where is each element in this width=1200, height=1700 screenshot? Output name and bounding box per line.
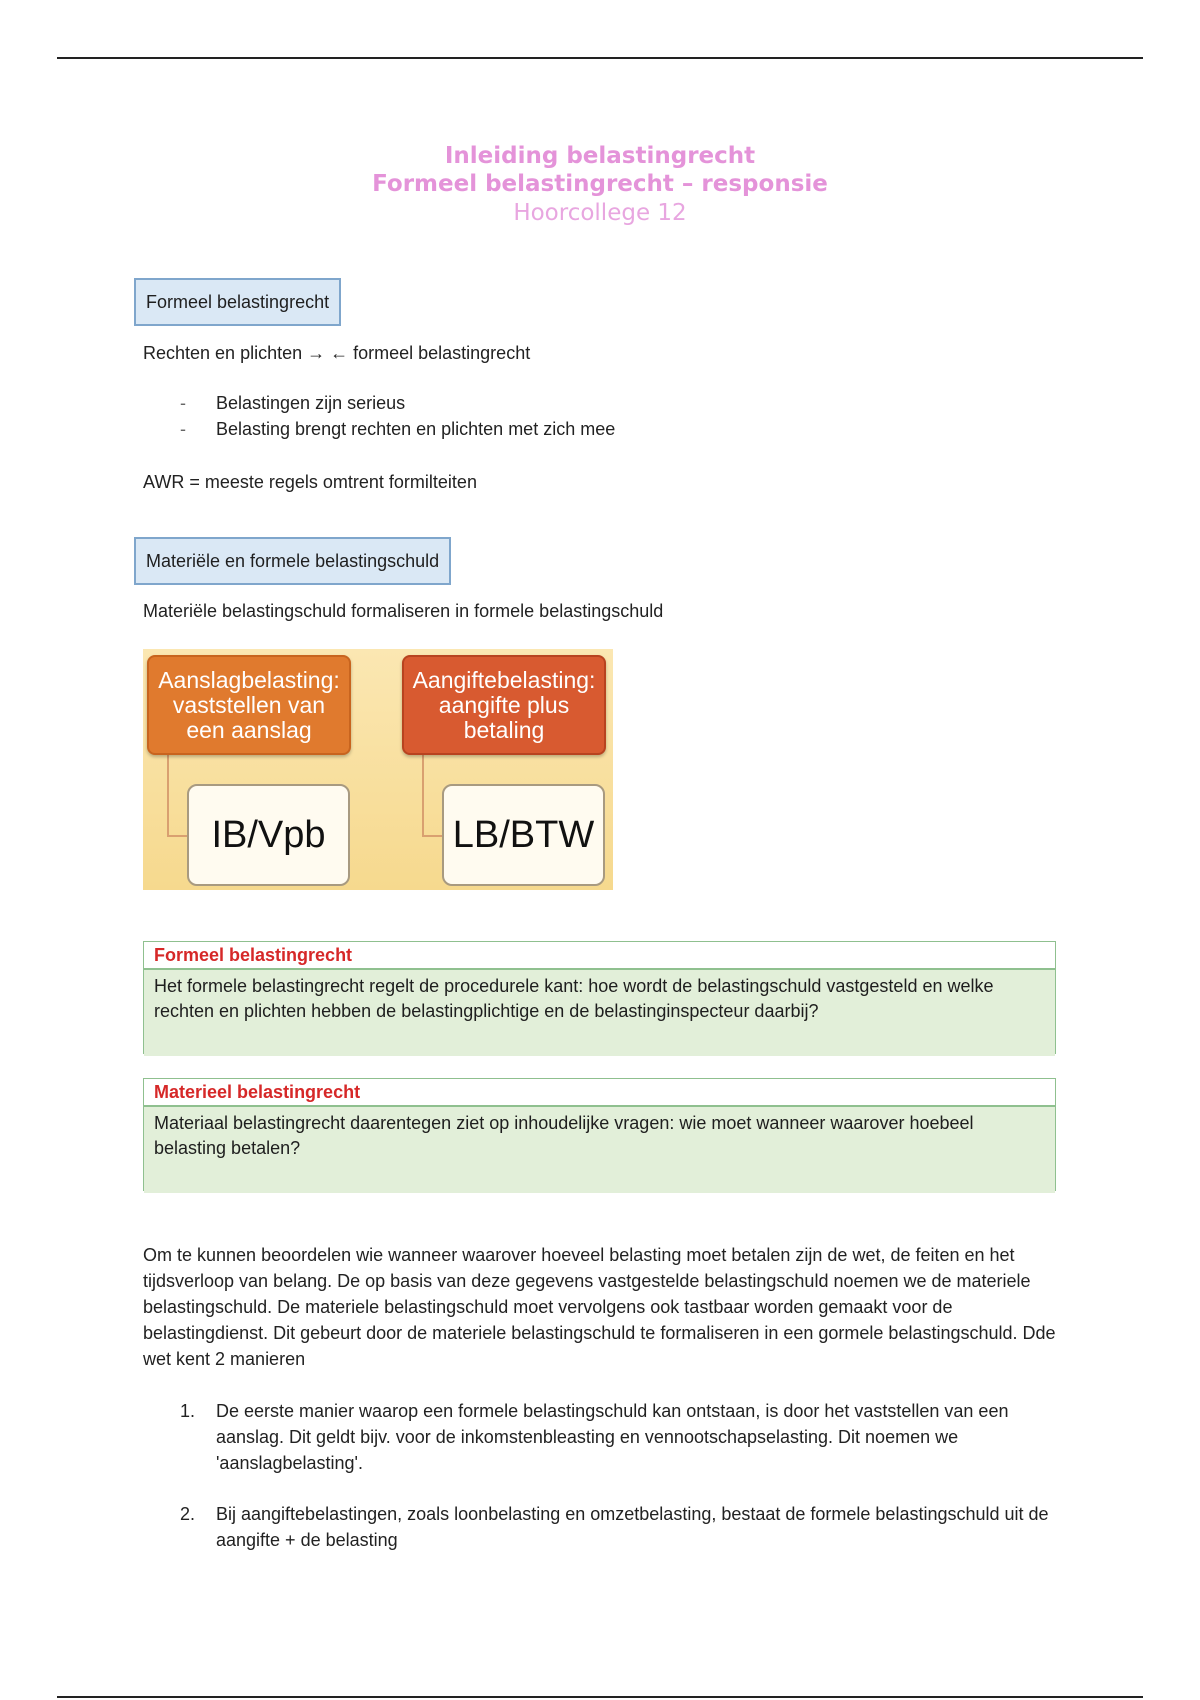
awr-line: AWR = meeste regels omtrent formilteiten [143,472,477,492]
title-line-3: Hoorcollege 12 [513,200,687,226]
explanation-paragraph: Om te kunnen beoordelen wie wanneer waarover hoeveel belasting moet betalen zijn de wet, de feiten en het tijdsverloop van belang. De op basis van deze gegevens vastgestelde belastingschuld noemen we de materiele belastingschuld. De materiele belastingschuld moet vervolgens ook tastbaar worden gemaakt voor de belastingdienst. Dit gebeurt door de materiele belastingschuld te formaliseren in een gormele belastingschuld. Dde wet kent 2 manieren [143,1245,1056,1369]
diagram-box-aanslagbelasting: Aanslagbelasting: vaststellen van een aanslag [147,655,351,755]
bullet-item: - Belasting brengt rechten en plichten met zich mee [180,416,615,442]
definition-title: Formeel belastingrecht [144,942,1055,970]
title-line-2: Formeel belastingrecht – responsie [372,171,828,197]
numbered-item [180,1398,1060,1476]
definition-title: Materieel belastingrecht [144,1079,1055,1107]
connector-line [422,755,444,837]
diagram-box-lb-btw: LB/BTW [442,784,605,886]
item-text: Bij aangiftebelastingen, zoals loonbelasting en omzetbelasting, bestaat de formele belastingschuld uit de aangifte + de belasting [216,1504,1049,1550]
title-line-1: Inleiding belastingrecht [444,143,756,169]
bottom-rule [57,1696,1143,1698]
tax-type-diagram [143,649,613,890]
connector-line [167,755,189,837]
section-heading-materieel: Materiële en formele belastingschuld [134,537,451,585]
document-title [0,142,1200,228]
item-text: De eerste manier waarop een formele belastingschuld kan ontstaan, is door het vaststellen van een aanslag. Dit geldt bijv. voor de inkomstenbleasting en vennootschapselasting. Dit noemen we 'aanslagbelasting'. [216,1401,1009,1473]
definition-box-formeel [143,941,1056,1054]
numbered-item [180,1501,1060,1553]
rights-duties-line: Rechten en plichten → ← formeel belastingrecht [143,343,531,363]
diagram-box-ib-vpb: IB/Vpb [187,784,350,886]
top-rule [57,57,1143,59]
bullet-list [180,390,615,442]
definition-text: Materiaal belastingrecht daarentegen ziet op inhoudelijke vragen: wie moet wanneer waarover hoebeel belasting betalen? [144,1107,1055,1193]
definition-box-materieel [143,1078,1056,1191]
section2-intro: Materiële belastingschuld formaliseren in formele belastingschuld [143,601,664,621]
diagram-box-aangiftebelasting: Aangiftebelasting: aangifte plus betaling [402,655,606,755]
item-number: 1. [180,1401,196,1421]
bullet-item: - Belastingen zijn serieus [180,390,615,416]
item-number: 2. [180,1504,196,1524]
definition-text: Het formele belastingrecht regelt de procedurele kant: hoe wordt de belastingschuld vastgesteld en welke rechten en plichten hebben de belastingplichtige en de belastinginspecteur daarbij? [144,970,1055,1056]
section-heading-formeel: Formeel belastingrecht [134,278,341,326]
